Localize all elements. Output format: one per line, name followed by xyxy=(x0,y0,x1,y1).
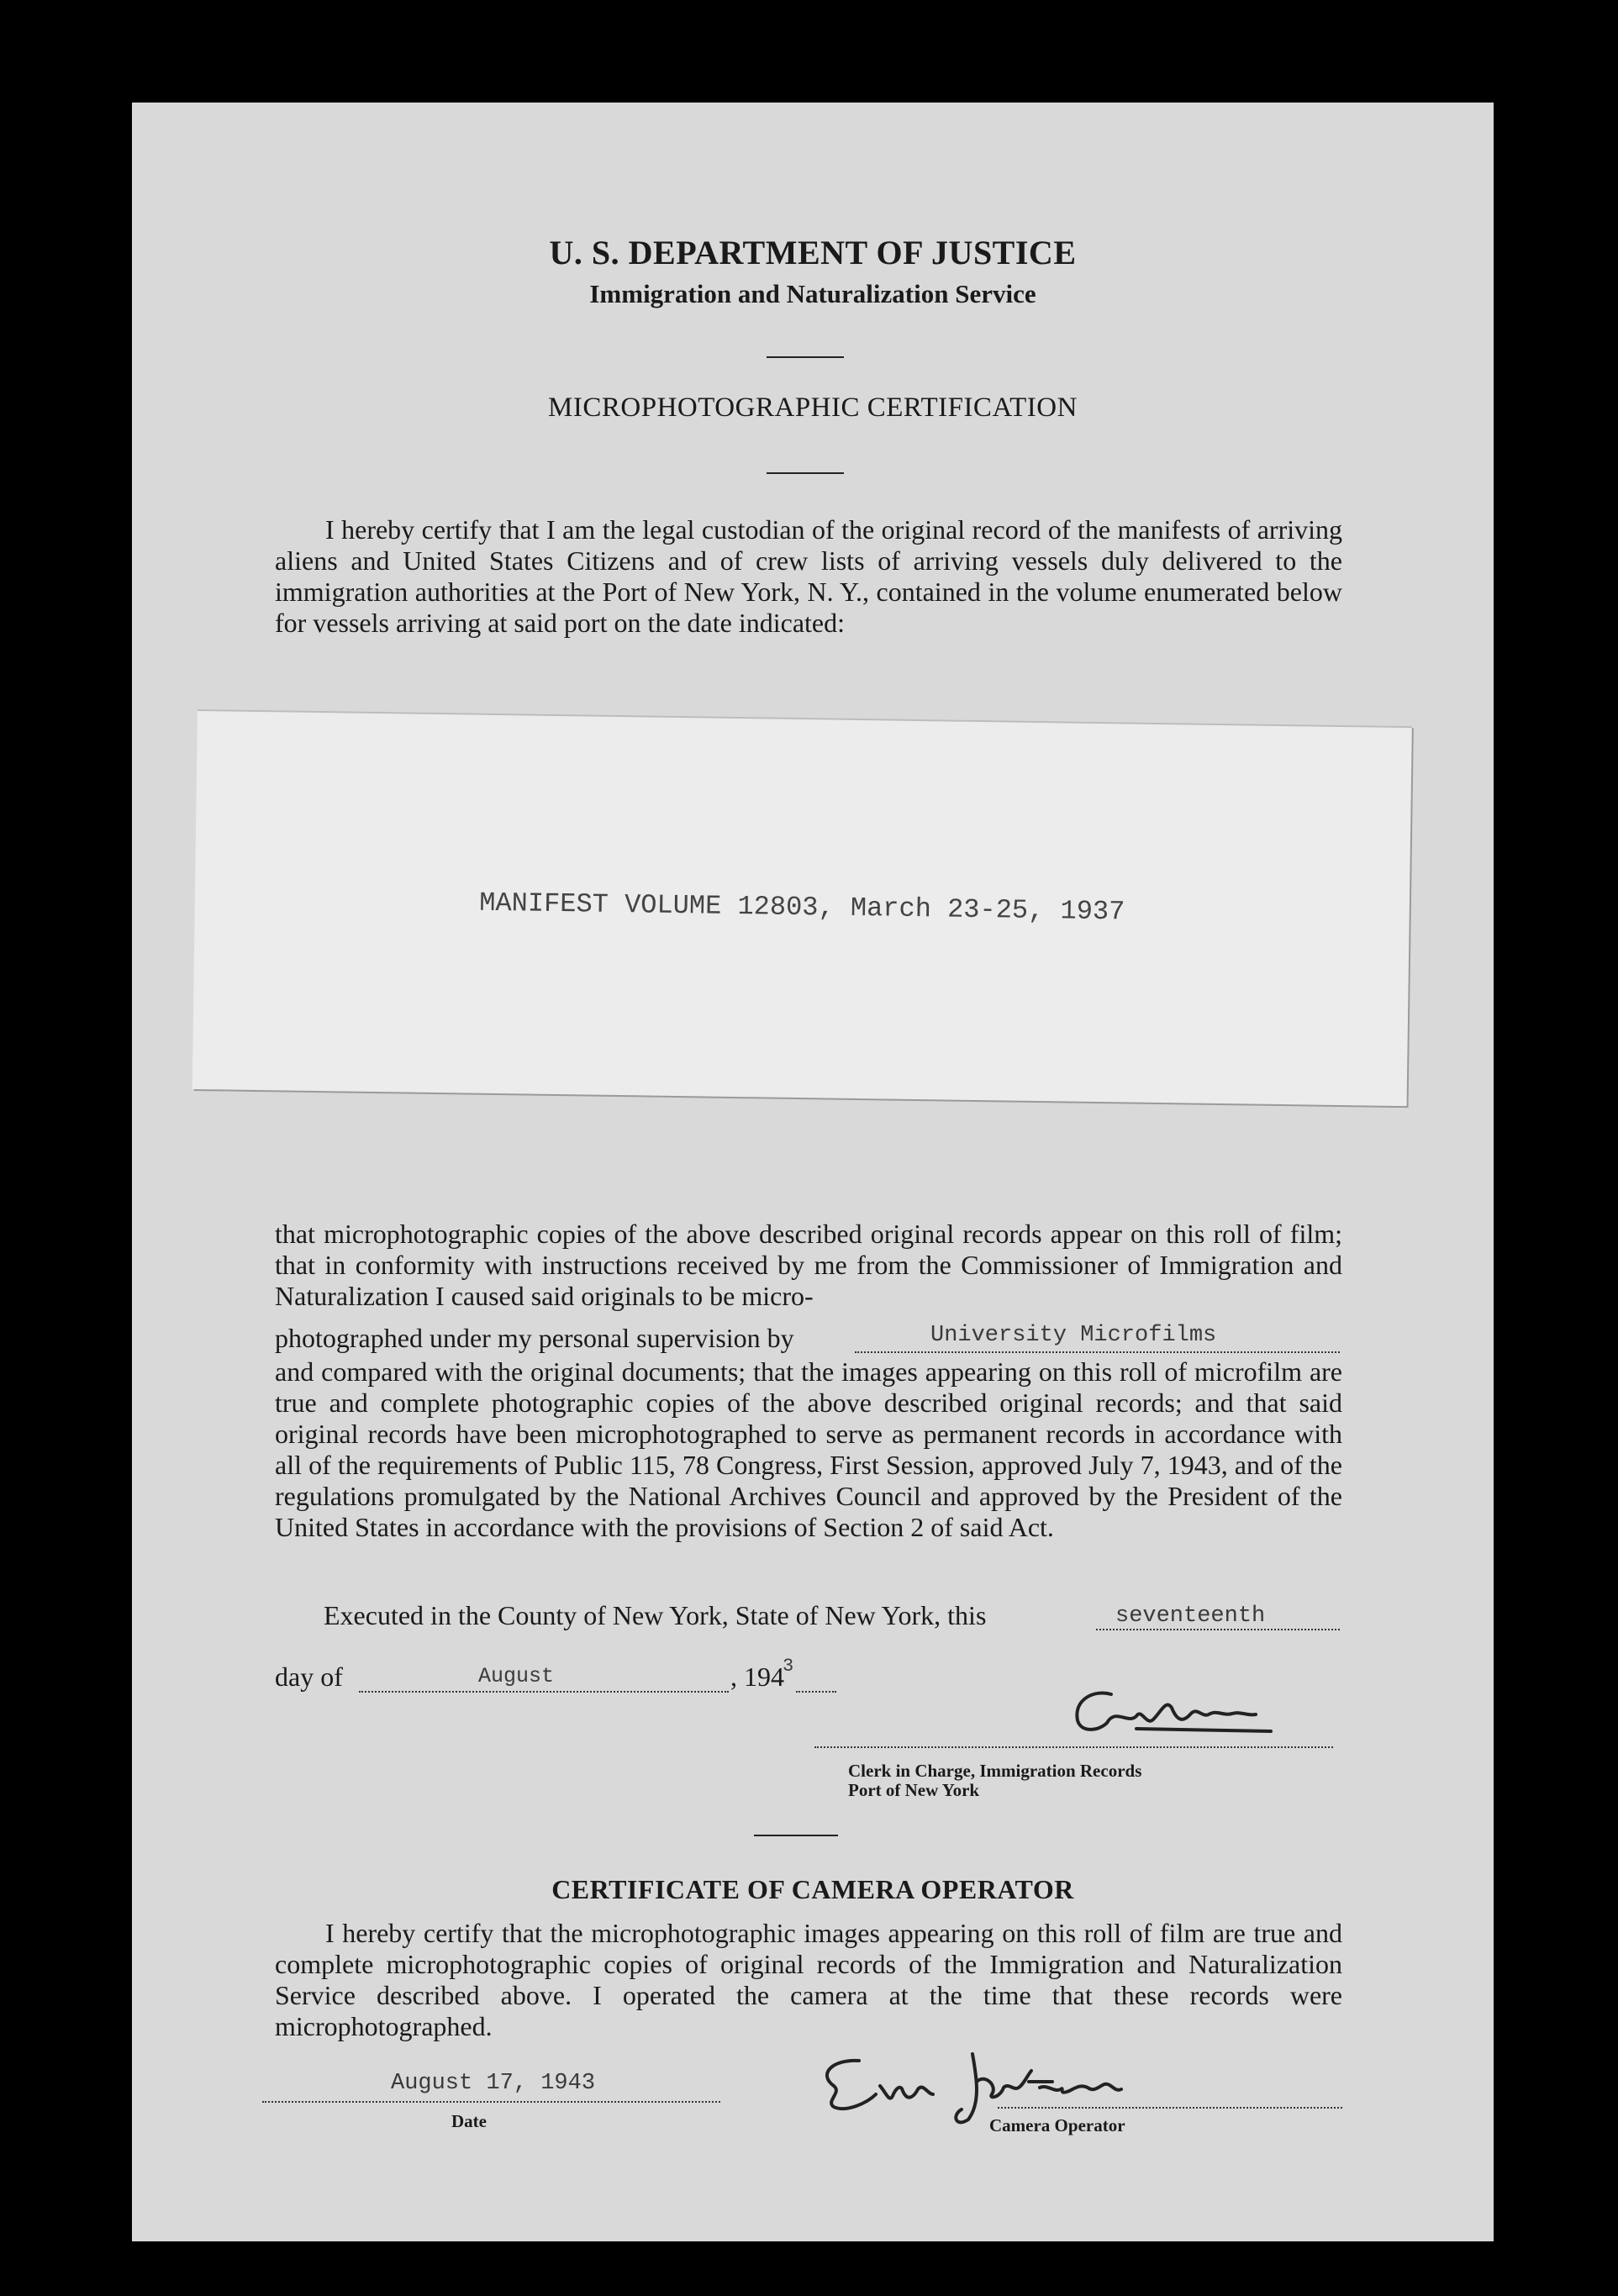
body-paragraph-part1: that microphotographic copies of the above described original records appear on this roll of film; that in conformity with instructions received by me from the Commissioner of Immigration and Naturalization I caused said originals to be micro- xyxy=(275,1219,1342,1311)
intro-paragraph: I hereby certify that I am the legal custodian of the original record of the manifests of arriving aliens and United States Citizens and of crew lists of arriving vessels duly delivered to the immigration authorities at the Port of New York, N. Y., contained in the volume enumerated below for vessels arriving at said port on the date indicated: xyxy=(275,514,1342,638)
clerk-title-line2: Port of New York xyxy=(848,1780,980,1800)
operator-label: Camera Operator xyxy=(989,2115,1125,2135)
clerk-title-line1: Clerk in Charge, Immigration Records xyxy=(848,1761,1142,1781)
body-paragraph-part2: and compared with the original documents; that the images appearing on this roll of microfilm are true and complete photographic copies of the above described original records; and that said original records have been microphotographed to serve as permanent records in accordance with all of the requirements of Public 115, 78 Congress, First Session, approved July 7, 1943, and of the regulations promulgated by the National Archives Council and approved by the President of the United States in accordance with the provisions of Section 2 of said Act. xyxy=(275,1356,1342,1542)
execution-prefix: Executed in the County of New York, State of New York, this xyxy=(324,1600,987,1630)
operator-signature-line xyxy=(998,2107,1342,2109)
volume-label-strip xyxy=(192,709,1412,1106)
operator-paragraph: I hereby certify that the microphotographic images appearing on this roll of film are true and complete microphotographic copies of original records of the Immigration and Naturalization Service described above. I operated the camera at the time that these records were microphotographed. xyxy=(275,1918,1342,2041)
volume-label: MANIFEST VOLUME 12803, March 23-25, 1937 xyxy=(478,887,1125,928)
day-line xyxy=(1096,1629,1340,1630)
clerk-signature xyxy=(951,1683,1288,1767)
day-value: seventeenth xyxy=(1115,1604,1266,1629)
month-value: August xyxy=(478,1664,555,1688)
divider xyxy=(767,472,844,474)
divider xyxy=(754,1835,838,1836)
year-line xyxy=(796,1691,836,1693)
supervision-prefix: photographed under my personal supervision by xyxy=(275,1323,794,1353)
service-subheading: Immigration and Naturalization Service xyxy=(589,279,1036,308)
operator-section-title: CERTIFICATE OF CAMERA OPERATOR xyxy=(551,1874,1074,1904)
month-line xyxy=(359,1691,729,1693)
certification-title: MICROPHOTOGRAPHIC CERTIFICATION xyxy=(548,392,1078,423)
year-prefix: , 194 xyxy=(730,1661,784,1692)
operator-signature xyxy=(809,2035,1162,2128)
day-of-label: day of xyxy=(275,1661,343,1692)
operator-date-label: Date xyxy=(451,2111,487,2131)
year-digit: 3 xyxy=(783,1656,794,1677)
supervisor-line xyxy=(855,1351,1340,1353)
clerk-signature-line xyxy=(814,1746,1333,1748)
operator-date-line xyxy=(262,2101,720,2103)
certificate-page xyxy=(132,103,1494,2241)
operator-date-value: August 17, 1943 xyxy=(391,2071,596,2096)
department-heading: U. S. DEPARTMENT OF JUSTICE xyxy=(549,234,1077,271)
supervisor-value: University Microfilms xyxy=(930,1323,1217,1348)
divider xyxy=(767,356,844,358)
